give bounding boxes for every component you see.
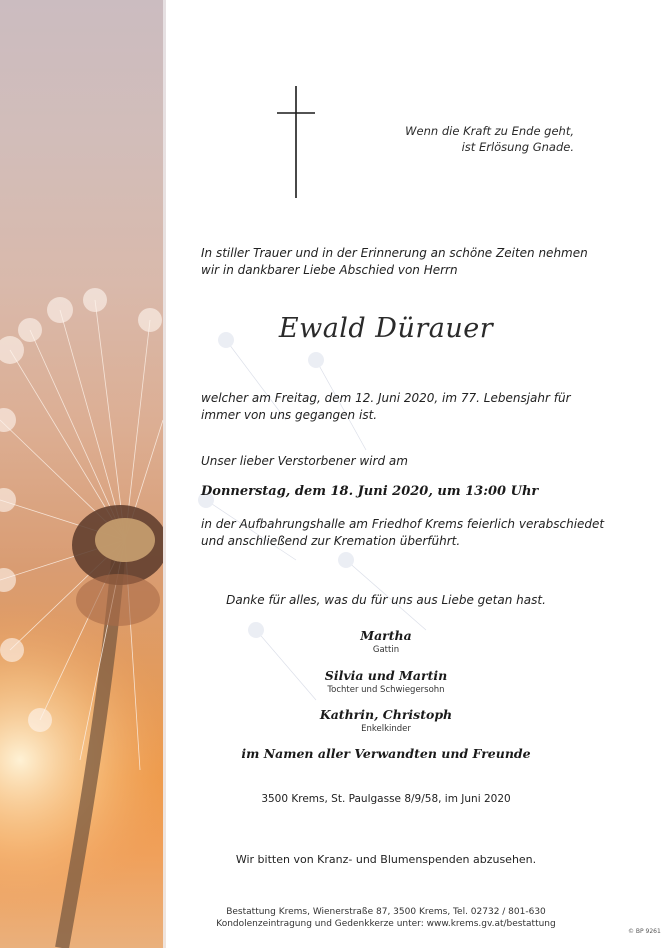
- mourner-3: [201, 707, 571, 734]
- funeral-date: Donnerstag, dem 18. Juni 2020, um 13:00 Uhr: [201, 484, 539, 499]
- mourner-name: Silvia und Martin: [324, 668, 448, 683]
- funeral-home-footer: [201, 906, 571, 930]
- print-code: © BP 9261: [628, 928, 661, 935]
- mourner-relation: Gattin: [372, 645, 400, 655]
- mourner-name: Martha: [360, 628, 412, 643]
- dandelion-photo-strip: [0, 0, 163, 948]
- faded-seeds-decoration: [166, 300, 466, 720]
- funeral-line-1: in der Aufbahrungshalle am Friedhof Krems feierlich verabschiedet: [201, 517, 605, 531]
- motto-line-1: Wenn die Kraft zu Ende geht,: [405, 124, 574, 138]
- mourner-name: Kathrin, Christoph: [319, 707, 453, 722]
- mourner-1: [201, 628, 571, 655]
- mourner-relation: Enkelkinder: [361, 724, 411, 734]
- funeral-line-2: und anschließend zur Kremation überführt.: [201, 534, 461, 548]
- footer-line-2: Kondolenzeintragung und Gedenkkerze unter: www.krems.gv.at/bestattung: [216, 919, 556, 929]
- funeral-details-text: [201, 516, 605, 550]
- mourner-2: [201, 668, 571, 695]
- donation-request: Wir bitten von Kranz- und Blumenspenden abzusehen.: [235, 853, 537, 866]
- footer-line-1: Bestattung Krems, Wienerstraße 87, 3500 Krems, Tel. 02732 / 801-630: [226, 907, 546, 917]
- mourner-relation: Tochter und Schwiegersohn: [327, 685, 445, 695]
- motto-quote: [360, 123, 574, 155]
- death-notice-text: [201, 390, 581, 424]
- thanks-line: Danke für alles, was du für uns aus Liebe getan hast.: [226, 593, 546, 607]
- funeral-lead: Unser lieber Verstorbener wird am: [201, 454, 408, 468]
- cross-icon: [276, 86, 316, 198]
- death-line-1: welcher am Freitag, dem 12. Juni 2020, im 77. Lebensjahr für: [201, 391, 571, 405]
- funeral-lead-text: [201, 453, 581, 470]
- deceased-name: Ewald Dürauer: [278, 313, 494, 344]
- intro-line-1: In stiller Trauer und in der Erinnerung an schöne Zeiten nehmen: [201, 246, 588, 260]
- death-line-2: immer von uns gegangen ist.: [201, 408, 378, 422]
- relatives-line: im Namen aller Verwandten und Freunde: [241, 746, 531, 761]
- dandelion-image: [0, 0, 163, 948]
- intro-line-2: wir in dankbarer Liebe Abschied von Herrn: [201, 263, 458, 277]
- motto-line-2: ist Erlösung Gnade.: [461, 140, 574, 154]
- place-date-line: 3500 Krems, St. Paulgasse 8/9/58, im Juni 2020: [261, 793, 511, 805]
- intro-text: [201, 245, 588, 279]
